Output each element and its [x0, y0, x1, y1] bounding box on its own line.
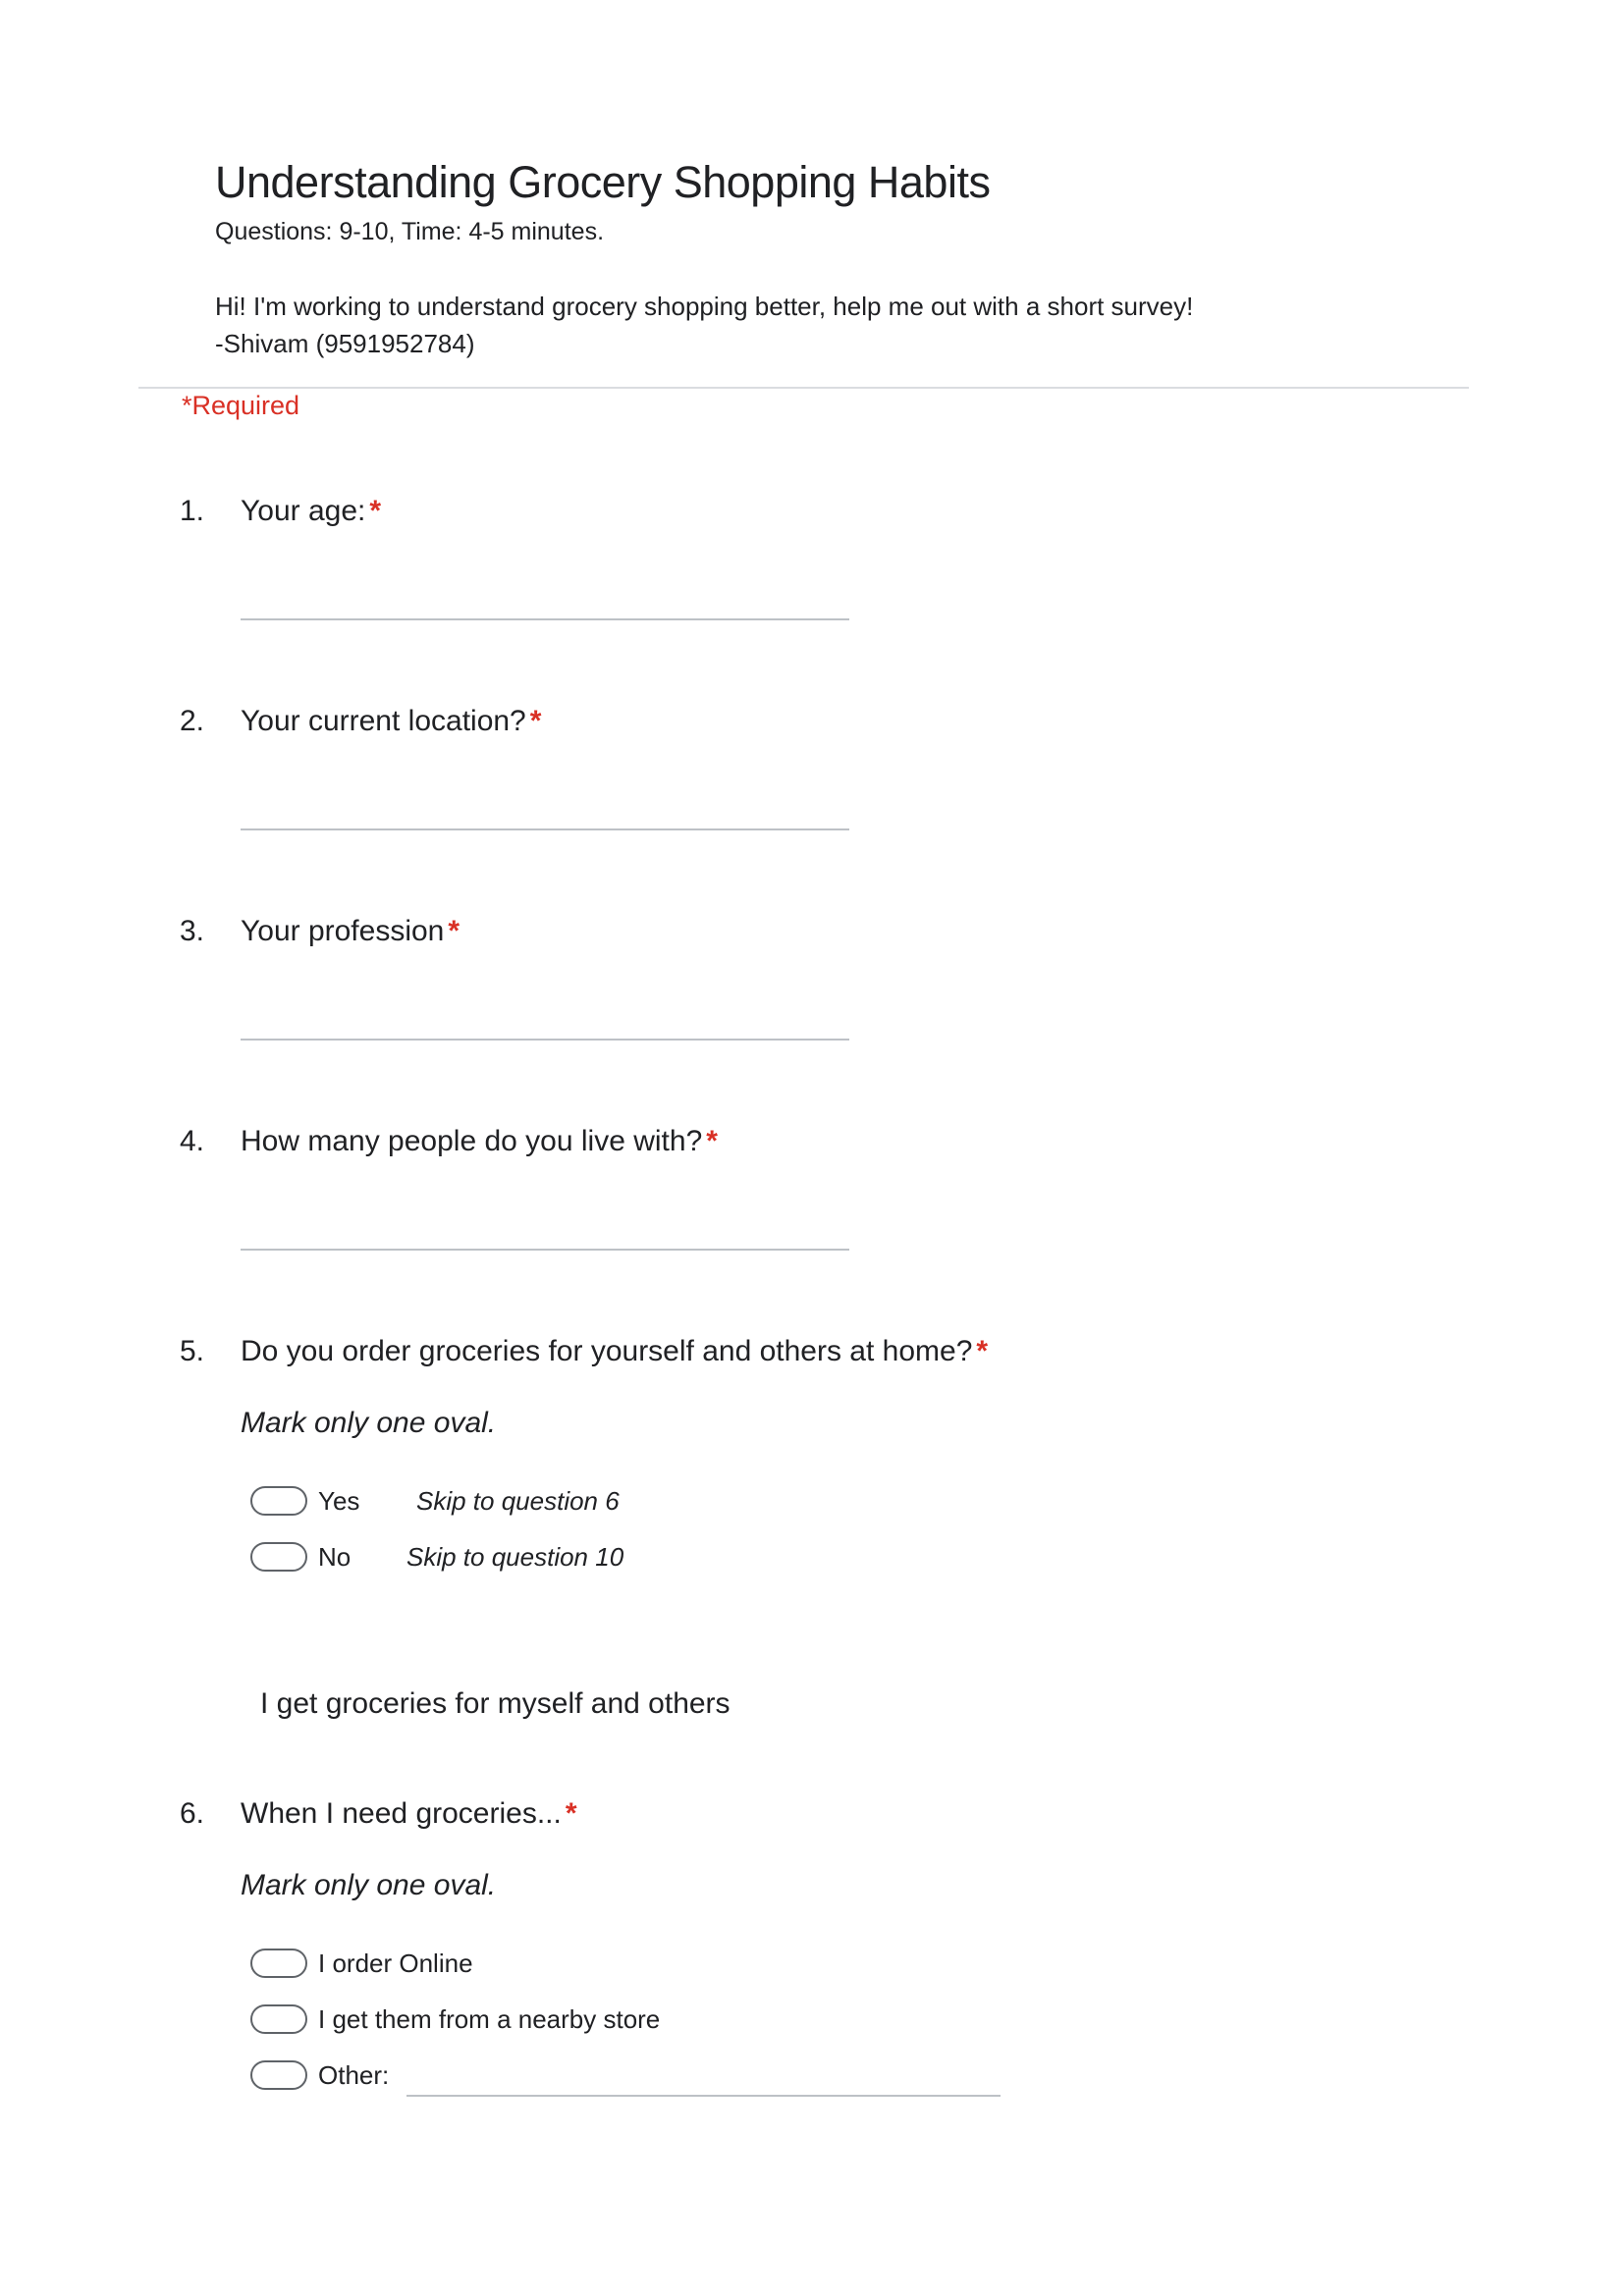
section-title: I get groceries for myself and others: [260, 1687, 731, 1720]
required-asterisk: *: [369, 495, 382, 527]
question-label: Do you order groceries for yourself and others at home?: [241, 1335, 973, 1367]
question-5-text: [241, 1335, 988, 1368]
answer-field-age[interactable]: [241, 618, 849, 620]
answer-field-household[interactable]: [241, 1249, 849, 1251]
question-number: 5.: [180, 1335, 205, 1367]
question-label: Your current location?: [241, 705, 526, 737]
form-author: -Shivam (9591952784): [215, 329, 475, 358]
question-label: When I need groceries...: [241, 1797, 562, 1830]
question-number: 6.: [180, 1797, 205, 1830]
question-label: How many people do you live with?: [241, 1125, 703, 1157]
question-label: Your profession: [241, 915, 445, 947]
skip-note-yes: Skip to question 6: [416, 1486, 620, 1516]
question-2-text: [241, 705, 541, 738]
required-asterisk: *: [565, 1797, 577, 1830]
radio-oval-nearby-store[interactable]: [250, 2004, 307, 2034]
form-title: Understanding Grocery Shopping Habits: [215, 157, 991, 207]
radio-oval-no[interactable]: [250, 1542, 307, 1572]
form-description: Hi! I'm working to understand grocery shopping better, help me out with a short survey!: [215, 292, 1194, 321]
radio-oval-yes[interactable]: [250, 1486, 307, 1516]
question-number: 2.: [180, 705, 205, 737]
question-4-text: [241, 1125, 718, 1158]
other-text-field[interactable]: [406, 2095, 1001, 2097]
form-subtitle: Questions: 9-10, Time: 4-5 minutes.: [215, 218, 605, 245]
required-asterisk: *: [706, 1125, 718, 1157]
answer-field-profession[interactable]: [241, 1039, 849, 1041]
radio-oval-online[interactable]: [250, 1949, 307, 1978]
required-asterisk: *: [448, 915, 460, 947]
question-1-text: [241, 495, 381, 528]
header-divider: [138, 387, 1469, 389]
question-instruction: Mark only one oval.: [241, 1407, 497, 1439]
option-label-no: No: [318, 1542, 352, 1572]
question-number: 4.: [180, 1125, 205, 1157]
question-label: Your age:: [241, 495, 366, 527]
question-number: 3.: [180, 915, 205, 947]
option-label-online: I order Online: [318, 1949, 473, 1978]
question-6-text: [241, 1797, 577, 1831]
option-label-yes: Yes: [318, 1486, 360, 1516]
option-label-nearby-store: I get them from a nearby store: [318, 2004, 661, 2034]
required-asterisk: *: [976, 1335, 989, 1367]
question-3-text: [241, 915, 460, 948]
radio-oval-other[interactable]: [250, 2060, 307, 2090]
skip-note-no: Skip to question 10: [406, 1542, 624, 1572]
required-note: *Required: [182, 391, 300, 420]
required-asterisk: *: [529, 705, 542, 737]
option-label-other: Other:: [318, 2060, 390, 2090]
question-instruction: Mark only one oval.: [241, 1869, 497, 1901]
question-number: 1.: [180, 495, 205, 527]
answer-field-location[interactable]: [241, 828, 849, 830]
